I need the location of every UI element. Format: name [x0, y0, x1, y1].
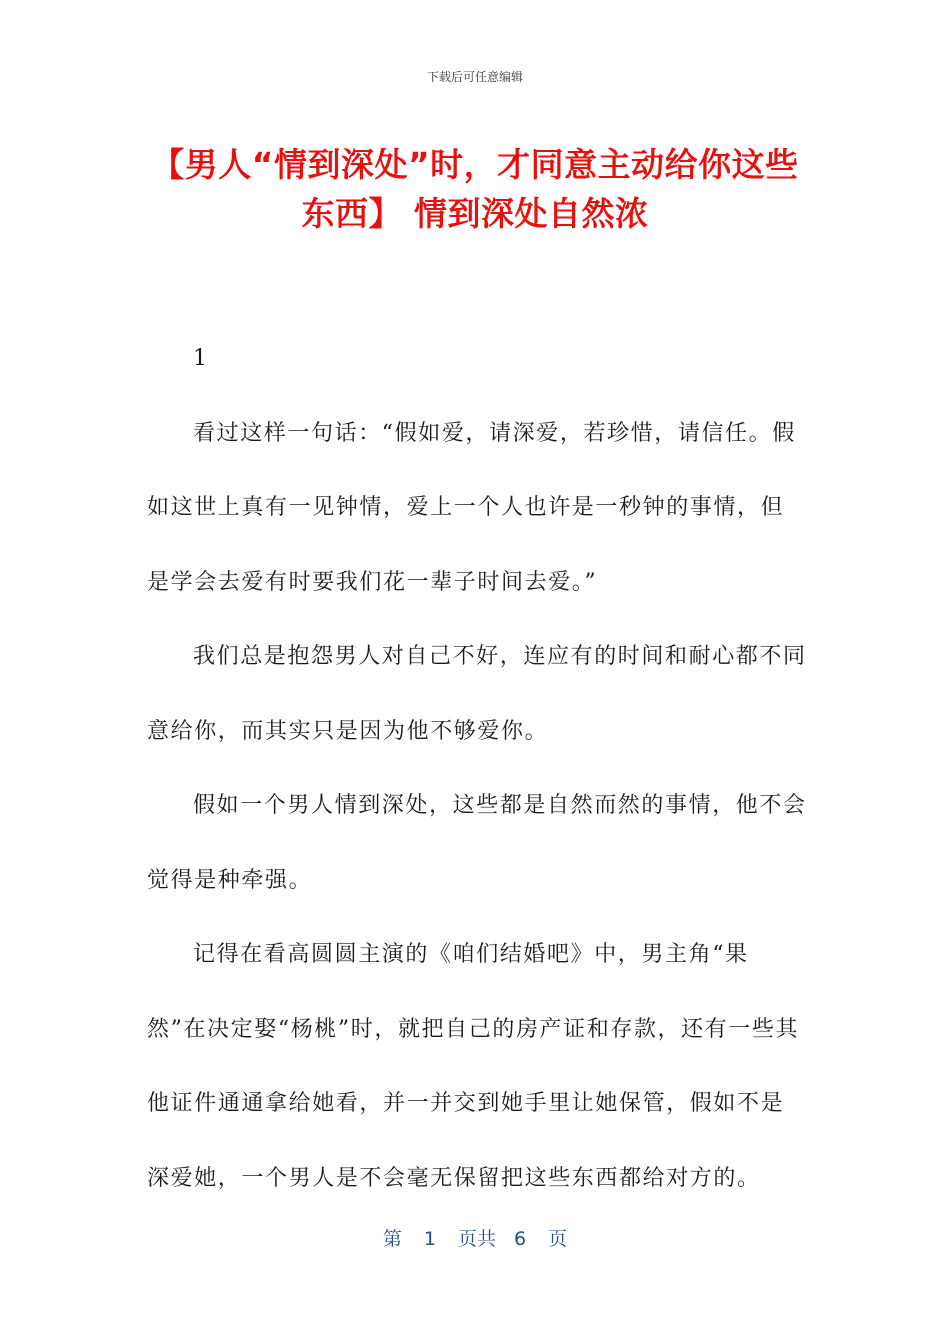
header-note: 下载后可任意编辑	[426, 70, 523, 84]
footer-label-page: 第	[382, 1228, 402, 1250]
footer-label-end: 页	[548, 1228, 568, 1250]
footer-label-of: 页共	[457, 1228, 496, 1250]
page-footer	[0, 1224, 950, 1251]
footer-total-pages: 6	[514, 1228, 527, 1250]
paragraph: 我们总是抱怨男人对自己不好，连应有的时间和耐心都不同意给你，而其实只是因为他不够爱你。	[147, 644, 807, 744]
paragraph: 记得在看高圆圆主演的《咱们结婚吧》中，男主角“果然”在决定娶“杨桃”时，就把自己的房产证和存款，还有一些其他证件通通拿给她看，并一并交到她手里让她保管，假如不是深爱她，一个男人是不会毫无保留把这些东西都给对方的。	[147, 942, 800, 1191]
document-title: 【男人“情到深处”时，才同意主动给你这些东西】 情到深处自然浓	[151, 145, 799, 233]
paragraph-section-number: 1	[193, 346, 209, 371]
document-body	[147, 322, 807, 1216]
paragraph: 假如一个男人情到深处，这些都是自然而然的事情，他不会觉得是种牵强。	[147, 793, 807, 893]
paragraph: 看过这样一句话：“假如爱，请深爱，若珍惜，请信任。假如这世上真有一见钟情，爱上一个人也许是一秒钟的事情，但是学会去爱有时要我们花一辈子时间去爱。”	[147, 420, 796, 595]
footer-current-page: 1	[423, 1228, 436, 1250]
